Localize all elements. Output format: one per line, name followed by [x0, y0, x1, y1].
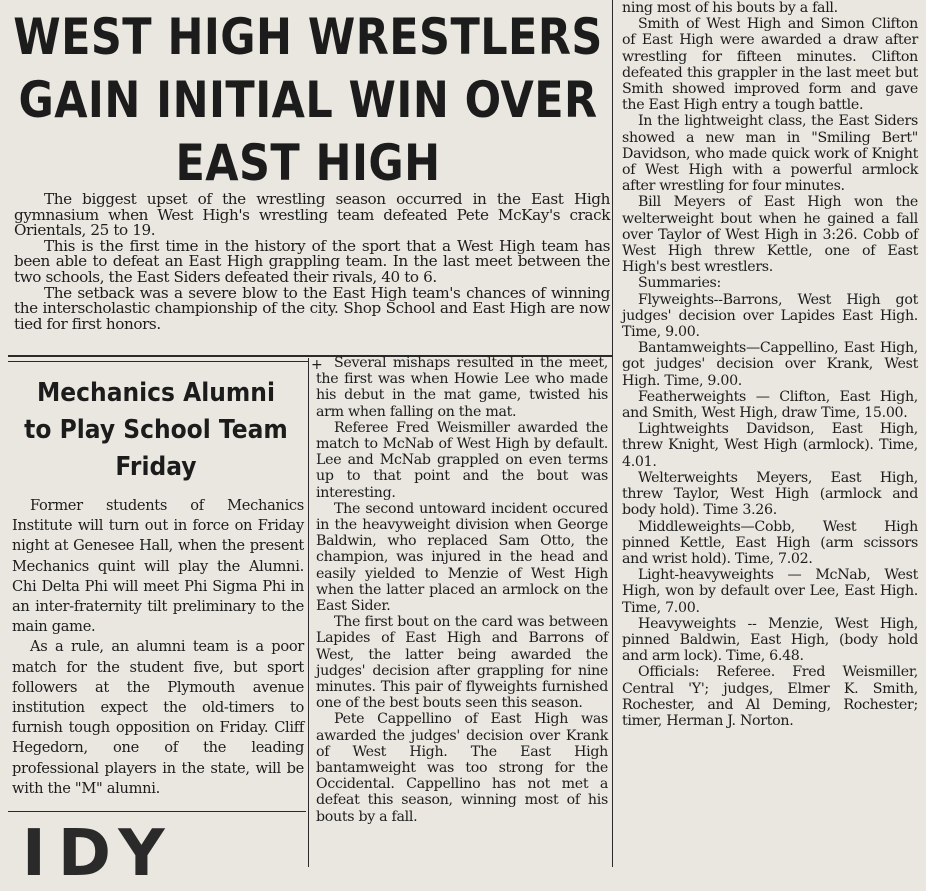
summary-entry: Light-heavyweights — McNab, West High, won by default over Lee, East High. Time, 7.00. [622, 567, 918, 616]
summary-entry: Welterweights Meyers, East High, threw Taylor, West High (armlock and body hold). Time 3.26. [622, 469, 918, 519]
mechanics-story [12, 496, 304, 799]
column-rule [308, 358, 309, 867]
summary-entry: Bantamweights—Cappellino, East High, got judges' decision over Krank, West High. Time, 9.00. [622, 340, 918, 389]
wrestling-story-continued [316, 355, 608, 825]
section-divider [8, 811, 306, 812]
summary-entry: Middleweights—Cobb, West High pinned Kettle, East High (arm scissors and wrist hold). Time, 7.02. [622, 518, 918, 567]
summary-entry: Flyweights--Barrons, West High got judges' decision over Lapides East High. Time, 9.00. [622, 291, 918, 341]
main-headline: WEST HIGH WRESTLERS GAIN INITIAL WIN OVER EAST HIGH [13, 8, 603, 192]
lead-paragraph: The setback was a severe blow to the East High team's chances of winning the interscholastic championship of the city. Shop School and East High are now tied for first honors. [14, 283, 610, 333]
lead-story [14, 192, 610, 332]
story-paragraph: The first bout on the card was between Lapides of East High and Barrons of West, the latter being awarded the judges' decision after grappling for nine minutes. This pair of flyweights furnished one of the best bouts seen this season. [316, 614, 608, 712]
story-paragraph: Pete Cappellino of East High was awarded the judges' decision over Krank of West High. The East High bantamweight was too strong for the Occidental. Cappellino has not met a defeat this season, winning most of his bouts by a fall. [316, 711, 608, 825]
mechanics-headline: Mechanics Alumni to Play School Team Friday [24, 378, 288, 482]
story-paragraph: Bill Meyers of East High won the welterweight bout when he gained a fall over Taylor of West High in 3:26. Cobb of West High threw Kettle, one of East High's best wrestlers. [622, 194, 918, 276]
summary-entry: Heavyweights -- Menzie, West High, pinned Baldwin, East High, (body hold and arm lock). Time, 6.48. [622, 615, 918, 665]
story-paragraph: In the lightweight class, the East Siders showed a new man in "Smiling Bert" Davidson, who made quick work of Knight of West High with a powerful armlock after wrestling for four minutes. [622, 113, 918, 195]
story-paragraph: Several mishaps resulted in the meet, the first was when Howie Lee who made his debut in the mat game, twisted his arm when falling on the mat. [316, 355, 608, 420]
story-paragraph: As a rule, an alumni team is a poor match for the student five, but sport followers at the Plymouth avenue institution expect the old-timers to furnish tough opposition on Friday. Cliff Hegedorn, one of the leading professional players in the state, will be with the "M" alumni. [12, 638, 304, 797]
advertisement-fragment: IDY [22, 817, 177, 891]
summaries-label: Summaries: [638, 275, 721, 292]
story-paragraph: Referee Fred Weismiller awarded the match to McNab of West High by default. Lee and McNab grappled on even terms up to that point and the bout was interesting. [316, 419, 608, 501]
wrestling-story-right-column [622, 0, 918, 729]
section-divider [8, 361, 308, 362]
story-paragraph: Former students of Mechanics Institute will turn out in force on Friday night at Genesee Hall, when the present Mechanics quint will play the Alumni. Chi Delta Phi will meet Phi Sigma Phi in an inter-fraternity tilt preliminary to the main game. [12, 497, 304, 636]
story-fragment: ning most of his bouts by a fall. [622, 0, 838, 16]
lead-paragraph: The biggest upset of the wrestling season occurred in the East High gymnasium when West High's wrestling team defeated Pete McKay's crack Orientals, 25 to 19. [14, 190, 610, 240]
summary-entry: Featherweights — Clifton, East High, and Smith, West High, draw Time, 15.00. [622, 388, 918, 422]
summary-entry: Lightweights Davidson, East High, threw Knight, West High (armlock). Time, 4.01. [622, 421, 918, 470]
lead-paragraph: This is the first time in the history of the sport that a West High team has been able to defeat an East High grappling team. In the last meet between the two schools, the East Siders defeated their rivals, 40 to 6. [14, 236, 610, 286]
column-rule [612, 0, 613, 867]
story-paragraph: Smith of West High and Simon Clifton of East High were awarded a draw after wrestling for fifteen minutes. Clifton defeated this grappler in the last meet but Smith showed improved form and gave the East High entry a tough battle. [622, 16, 918, 114]
story-paragraph: The second untoward incident occured in the heavyweight division when George Baldwin, who replaced Sam Otto, the champion, was injured in the head and easily yielded to Menzie of West High when the latter placed an armlock on the East Sider. [316, 500, 608, 615]
rule-cross-mark: + [311, 357, 323, 373]
summary-entry: Officials: Referee. Fred Weismiller, Central 'Y'; judges, Elmer K. Smith, Rochester, and Al Deming, Rochester; timer, Herman J. Norton. [622, 664, 918, 729]
